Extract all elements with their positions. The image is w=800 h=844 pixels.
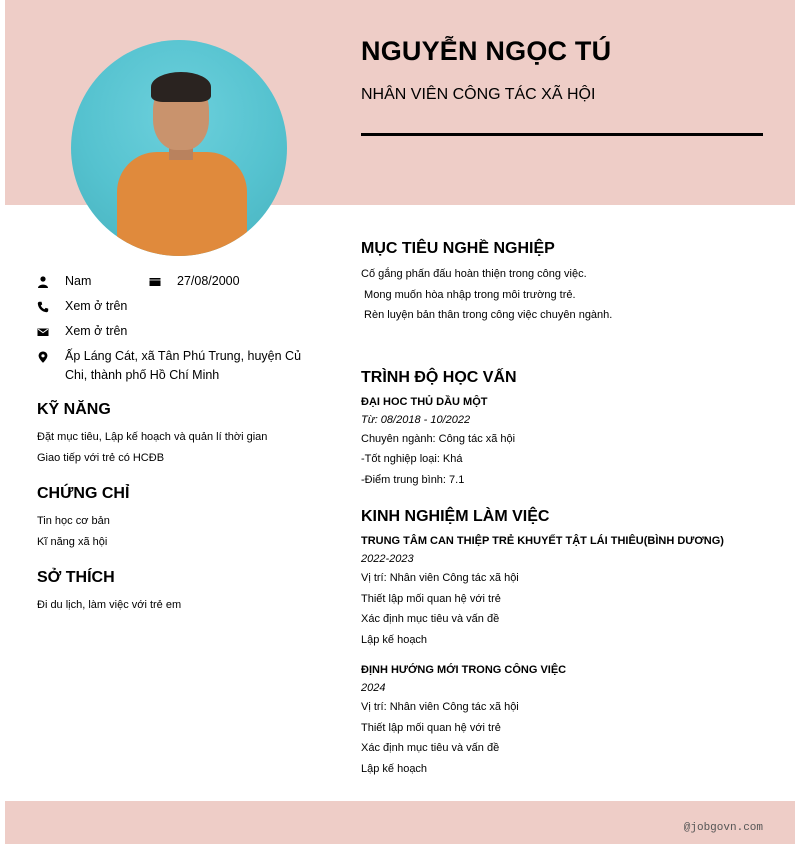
job-period: 2022-2023 [361, 553, 414, 565]
job-line: Vị trí: Nhân viên Công tác xã hội [361, 701, 519, 713]
calendar-icon [149, 272, 177, 291]
job-line: Thiết lập mối quan hệ với trẻ [361, 592, 501, 605]
objective-line: Mong muốn hòa nhập trong môi trường trẻ. [361, 288, 576, 301]
objective-title: MỤC TIÊU NGHỀ NGHIỆP [361, 240, 555, 257]
education-period: Từ: 08/2018 - 10/2022 [361, 413, 471, 426]
avatar-hair [151, 72, 211, 102]
education-line: -Điểm trung bình: 7.1 [361, 473, 465, 486]
education-line: Chuyên ngành: Công tác xã hội [361, 432, 516, 445]
objective-line: Rèn luyện bản thân trong công việc chuyên ngành. [361, 309, 613, 321]
avatar-shirt [117, 152, 247, 256]
certificate-item: Kĩ năng xã hội [37, 536, 108, 548]
phone-field [37, 297, 317, 316]
address-field [37, 347, 317, 385]
skill-item: Giao tiếp với trẻ có HCĐB [37, 452, 165, 464]
address-value: Ấp Láng Cát, xã Tân Phú Trung, huyện Củ Chi, thành phố Hồ Chí Minh [65, 349, 302, 382]
location-pin-icon [37, 347, 65, 366]
job-org: ĐỊNH HƯỚNG MỚI TRONG CÔNG VIỆC [361, 664, 567, 676]
experience-title: KINH NGHIỆM LÀM VIỆC [361, 508, 550, 525]
phone-value: Xem ở trên [65, 299, 128, 313]
email-field [37, 322, 317, 341]
school-name: ĐẠI HOC THỦ DẦU MỘT [361, 395, 488, 408]
job-line: Lập kế hoạch [361, 762, 428, 775]
education-title: TRÌNH ĐỘ HỌC VẤN [361, 368, 517, 386]
job-line: Xác định mục tiêu và vấn đề [361, 742, 500, 754]
hobby-item: Đi du lịch, làm việc với trẻ em [37, 599, 182, 611]
phone-icon [37, 297, 65, 316]
right-column [361, 240, 771, 779]
watermark: @jobgovn.com [683, 822, 763, 834]
birthday-value: 27/08/2000 [177, 274, 240, 288]
certificate-item: Tin học cơ bản [37, 515, 110, 527]
gender-birthday-row [37, 272, 317, 291]
gender-field [37, 272, 149, 291]
job-title: NHÂN VIÊN CÔNG TÁC XÃ HỘI [361, 86, 596, 103]
certificates-title: CHỨNG CHỈ [37, 485, 130, 502]
email-value: Xem ở trên [65, 324, 128, 338]
hobbies-title: SỞ THÍCH [37, 569, 115, 586]
skills-title: KỸ NĂNG [37, 401, 111, 418]
job-line: Xác định mục tiêu và vấn đề [361, 613, 500, 625]
footer-band [5, 801, 795, 844]
header-divider [361, 133, 763, 136]
gender-value: Nam [65, 274, 92, 288]
job-org: TRUNG TÂM CAN THIỆP TRẺ KHUYẾT TẬT LÁI THIÊU(BÌNH DƯƠNG) [361, 535, 724, 547]
job-line: Vị trí: Nhân viên Công tác xã hội [361, 572, 519, 584]
candidate-name: NGUYỄN NGỌC TÚ [361, 36, 612, 66]
job-line: Lập kế hoạch [361, 633, 428, 646]
job-line: Thiết lập mối quan hệ với trẻ [361, 721, 501, 734]
mail-icon [37, 322, 65, 341]
education-line: -Tốt nghiệp loại: Khá [361, 453, 463, 465]
skill-item: Đặt mục tiêu, Lập kế hoạch và quản lí thời gian [37, 431, 268, 443]
left-column [37, 272, 317, 616]
birthday-field [149, 272, 261, 291]
avatar [71, 40, 287, 256]
job-period: 2024 [361, 682, 386, 694]
objective-line: Cố gắng phấn đấu hoàn thiện trong công việc. [361, 268, 587, 280]
person-icon [37, 272, 65, 291]
